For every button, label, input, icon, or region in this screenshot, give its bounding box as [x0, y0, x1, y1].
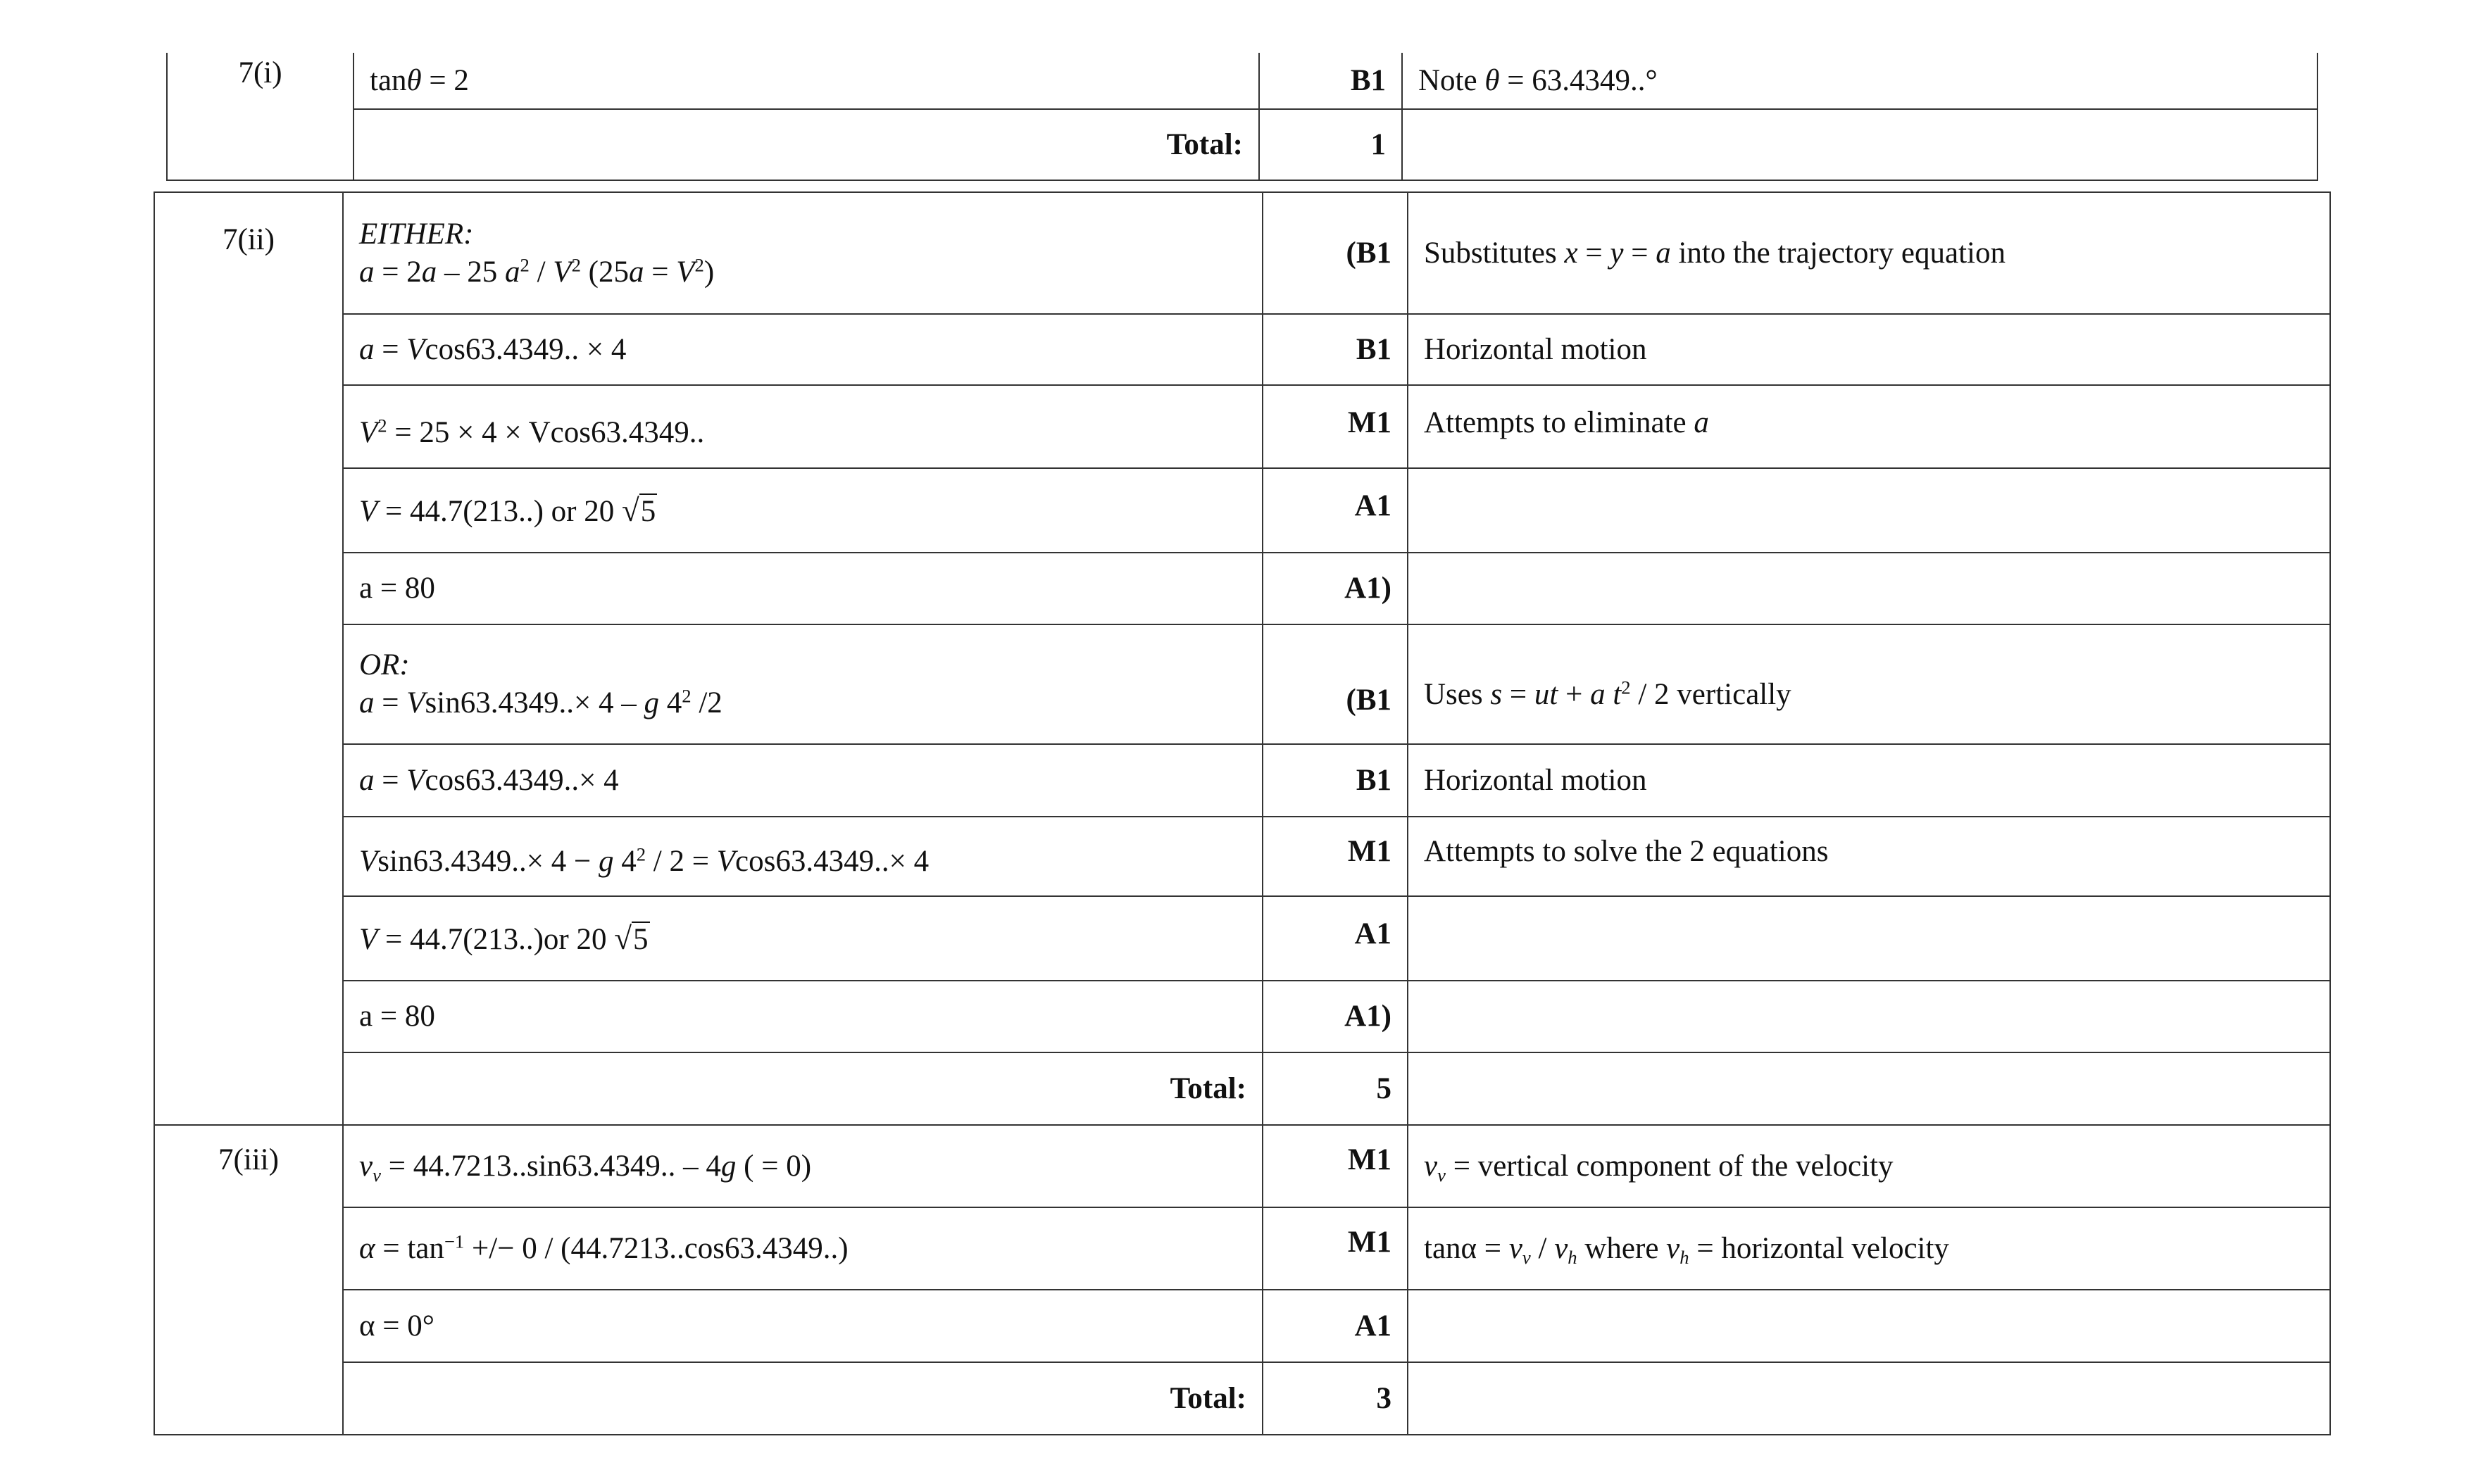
question-label-7ii: 7(ii): [154, 192, 343, 1125]
q7ii-either-row3: $V^2 = 25 \times 4 \times Vcos63.4349$..: [343, 385, 1263, 468]
q7ii-guidance-6: Uses s = ut + a $t^2 / 2$ vertically: [1408, 624, 2330, 744]
q7i-answer: tanθ = 2: [354, 53, 1259, 109]
where-text: where: [1584, 1231, 1659, 1265]
q7ii-guidance-3: Attempts to eliminate a: [1408, 385, 2330, 468]
horizontal-velocity-text: = horizontal velocity: [1696, 1231, 1949, 1265]
q7ii-guidance-4: [1408, 468, 2330, 553]
q7ii-guidance-5: [1408, 553, 2330, 624]
q7ii-or-row3: Vsin63.4349..× 4 − g $4^2 / 2 = Vcos63.4349..\times 4$: [343, 817, 1263, 896]
q7iii-total-label: Total:: [343, 1362, 1263, 1435]
q7ii-mark-1: (B1: [1263, 192, 1408, 314]
q7iii-guidance-1: $v_v$ = vertical component of the velocity: [1408, 1125, 2330, 1207]
q7ii-mark-6: (B1: [1263, 624, 1408, 744]
q7iii-guidance-2: $\tan\alpha = v_v / v_h$ where $v_h$ = horizontal velocity: [1408, 1207, 2330, 1290]
q7ii-mark-2: B1: [1263, 314, 1408, 385]
question-label-7i: 7(i): [167, 53, 354, 180]
q7ii-q7iii-table: [154, 191, 2331, 1435]
q7i-total-label: Total:: [354, 109, 1259, 180]
q7i-table: [166, 53, 2318, 181]
q7iii-total: 3: [1263, 1362, 1408, 1435]
q7ii-mark-4: A1: [1263, 468, 1408, 553]
q7ii-either-row5: a = 80: [343, 553, 1263, 624]
q7ii-total-guidance: [1408, 1052, 2330, 1125]
q7ii-either-row1: EITHER: a = 2a – 25 $a^2 / V^2$ $(25a = V^2)$: [343, 192, 1263, 314]
q7ii-total: 5: [1263, 1052, 1408, 1125]
q7i-mark: B1: [1259, 53, 1402, 109]
q7ii-guidance-2: Horizontal motion: [1408, 314, 2330, 385]
q7ii-or-row2: a = Vcos63.4349..× 4: [343, 744, 1263, 817]
q7ii-either-row2: a = Vcos63.4349.. × 4: [343, 314, 1263, 385]
q7ii-mark-3: M1: [1263, 385, 1408, 468]
q7iii-mark-3: A1: [1263, 1290, 1408, 1362]
q7iii-mark-2: M1: [1263, 1207, 1408, 1290]
q7ii-guidance-9: [1408, 896, 2330, 981]
q7ii-or-row1: OR: a = Vsin63.4349..× 4 – g $4^2$ /2: [343, 624, 1263, 744]
q7ii-guidance-10: [1408, 981, 2330, 1052]
q7ii-mark-5: A1): [1263, 553, 1408, 624]
either-label: EITHER:: [359, 217, 474, 251]
q7iii-total-guidance: [1408, 1362, 2330, 1435]
q7iii-mark-1: M1: [1263, 1125, 1408, 1207]
q7i-total-guidance: [1402, 109, 2317, 180]
q7iii-row3: α = 0°: [343, 1290, 1263, 1362]
q7ii-either-row4: V = 44.7(213..) or 20 √5: [343, 468, 1263, 553]
q7iii-row1: $v_v = 44.7213..\sin 63.4349$.. – 4g ( = 0): [343, 1125, 1263, 1207]
q7ii-guidance-7: Horizontal motion: [1408, 744, 2330, 817]
q7ii-or-row5: a = 80: [343, 981, 1263, 1052]
v-component-text: = vertical component of the velocity: [1453, 1149, 1894, 1183]
q7ii-mark-8: M1: [1263, 817, 1408, 896]
q7ii-mark-9: A1: [1263, 896, 1408, 981]
q7ii-mark-7: B1: [1263, 744, 1408, 817]
or-label: OR:: [359, 648, 410, 682]
q7ii-guidance-8: Attempts to solve the 2 equations: [1408, 817, 2330, 896]
q7i-guidance: Note θ = 63.4349..°: [1402, 53, 2317, 109]
q7ii-guidance-1: Substitutes x = y = a into the trajectory equation: [1408, 192, 2330, 314]
question-label-7iii: 7(iii): [154, 1125, 343, 1435]
q7ii-total-label: Total:: [343, 1052, 1263, 1125]
q7ii-or-row4: V = 44.7(213..)or 20 √5: [343, 896, 1263, 981]
q7ii-mark-10: A1): [1263, 981, 1408, 1052]
q7iii-row2: $\alpha = \tan^{-1}$ +/− 0 / (44.7213..cos63.4349..): [343, 1207, 1263, 1290]
q7i-total: 1: [1259, 109, 1402, 180]
q7iii-guidance-3: [1408, 1290, 2330, 1362]
